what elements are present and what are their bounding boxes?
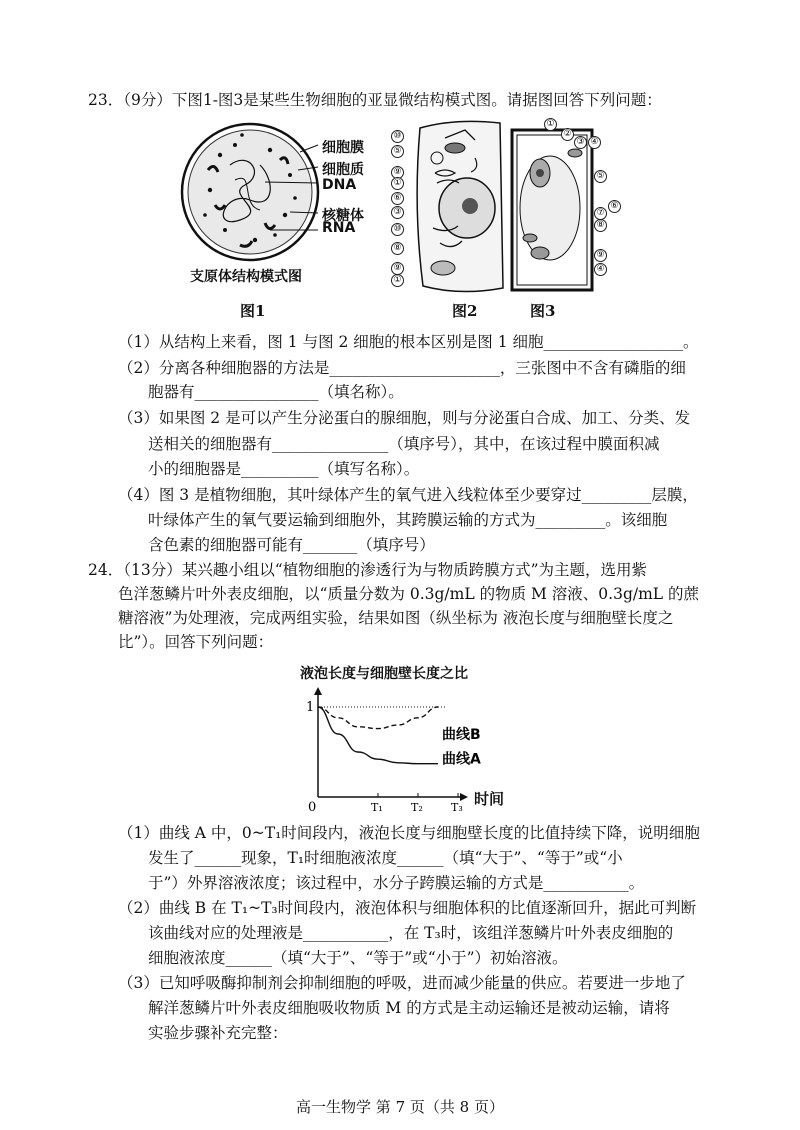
chart-title: 液泡长度与细胞壁长度之比 bbox=[300, 666, 468, 682]
fig3-title: 图3 bbox=[530, 302, 556, 320]
fig2-marker-10a: ⑩ bbox=[391, 130, 404, 143]
fig1-caption: 支原体结构模式图 bbox=[190, 269, 302, 285]
figure-2-animal-cell bbox=[385, 118, 510, 298]
fig3-marker-7: ⑦ bbox=[594, 207, 607, 220]
fig3-marker-2: ② bbox=[561, 128, 574, 141]
fig2-marker-8: ⑧ bbox=[391, 242, 404, 255]
fig2-marker-9b: ⑨ bbox=[391, 262, 404, 275]
q24-part3-a: （3）已知呼吸酶抑制剂会抑制细胞的呼吸，进而减少能量的供应。若要进一步地了 bbox=[118, 974, 686, 992]
q23-part4-c: 含色素的细胞器可能有_______（填序号） bbox=[148, 536, 435, 554]
fig2-title: 图2 bbox=[452, 302, 478, 320]
fig2-marker-6: ⑥ bbox=[391, 192, 404, 205]
fig1-label-rna: RNA bbox=[322, 220, 356, 236]
q23-header: 23．（9分）下图1-图3是某些生物细胞的亚显微结构模式图。请据图回答下列问题： bbox=[88, 91, 662, 109]
chart-xlabel: 时间 bbox=[474, 790, 505, 808]
chart-x-tick-1: T₁ bbox=[371, 801, 383, 814]
q23-part1: （1）从结构上来看，图 1 与图 2 细胞的根本区别是图 1 细胞__________________。 bbox=[118, 333, 699, 351]
q24-part1-a: （1）曲线 A 中，0~T₁时间段内，液泡长度与细胞壁长度的比值持续下降，说明细胞 bbox=[118, 824, 700, 842]
fig2-marker-3: ③ bbox=[391, 206, 404, 219]
q23-part3-b: 送相关的细胞器有_______________（填序号），其中，在该过程中膜面积减 bbox=[148, 435, 660, 453]
fig3-marker-4a: ④ bbox=[588, 136, 601, 149]
chart-x-tick-2: T₂ bbox=[411, 801, 423, 814]
fig3-marker-5: ⑤ bbox=[594, 170, 607, 183]
fig3-marker-9: ⑨ bbox=[594, 249, 607, 262]
chart-x-arrow bbox=[460, 793, 468, 801]
fig2-marker-5: ⑤ bbox=[391, 145, 404, 158]
q24-part1-c: 于”）外界溶液浓度；该过程中，水分子跨膜运输的方式是___________。 bbox=[148, 874, 645, 892]
fig3-marker-3: ③ bbox=[574, 136, 587, 149]
q24-part2-b: 该曲线对应的处理液是___________，在 T₃时，该组洋葱鳞片叶外表皮细胞的 bbox=[148, 924, 674, 942]
fig2-marker-9a: ⑨ bbox=[391, 166, 404, 179]
q24-part3-b: 解洋葱鳞片叶外表皮细胞吸收物质 M 的方式是主动运输还是被动运输，请将 bbox=[148, 999, 670, 1017]
q23-part3-a: （3）如果图 2 是可以产生分泌蛋白的腺细胞，则与分泌蛋白合成、加工、分类、发 bbox=[118, 409, 691, 427]
chart-y-tick-0: 1 bbox=[306, 700, 315, 715]
q24-intro-3: 比”）。回答下列问题： bbox=[118, 633, 274, 651]
q24-header: 24．（13分）某兴趣小组以“植物细胞的渗透行为与物质跨膜方式”为主题，选用紫 bbox=[88, 561, 648, 579]
fig3-marker-4b: ④ bbox=[594, 263, 607, 276]
q24-part2-c: 细胞液浓度______（填“大于”、“等于”或“小于”）初始溶液。 bbox=[148, 949, 568, 967]
q24-part2-a: （2）曲线 B 在 T₁~T₃时间段内，液泡体积与细胞体积的比值逐渐回升，据此可判断 bbox=[118, 899, 697, 917]
q23-part2-a: （2）分离各种细胞器的方法是______________________，三张图中不含有磷脂的细 bbox=[118, 359, 686, 377]
fig1-label-ribosome: 核糖体 bbox=[322, 208, 364, 224]
fig2-marker-1a: ① bbox=[391, 177, 404, 190]
fig2-marker-1b: ① bbox=[391, 274, 404, 287]
chart-series-line-b bbox=[318, 707, 438, 729]
chart-series-line-a bbox=[318, 707, 438, 764]
q23-part2-b: 胞器有________________（填名称）。 bbox=[148, 383, 404, 401]
q24-part3-c: 实验步骤补充完整： bbox=[148, 1024, 288, 1042]
q23-part3-c: 小的细胞器是__________（填写名称）。 bbox=[148, 460, 420, 478]
q23-part4-b: 叶绿体产生的氧气要运输到细胞外，其跨膜运输的方式为_________。该细胞 bbox=[148, 511, 668, 529]
fig1-title: 图1 bbox=[240, 302, 266, 320]
q24-intro-1: 色洋葱鳞片叶外表皮细胞，以“质量分数为 0.3g/mL 的物质 M 溶液、0.3g/mL 的蔗 bbox=[118, 585, 700, 603]
chart-x-tick-3: T₃ bbox=[451, 801, 463, 814]
chart-series-label-b: 曲线B bbox=[442, 727, 481, 743]
fig3-marker-8: ⑧ bbox=[594, 219, 607, 232]
fig1-label-dna: DNA bbox=[322, 177, 357, 193]
chart-y-arrow bbox=[314, 687, 322, 695]
fig3-marker-1: ① bbox=[544, 118, 557, 131]
chart-series-label-a: 曲线A bbox=[442, 751, 481, 768]
fig3-marker-6: ⑥ bbox=[608, 200, 621, 213]
fig1-label-membrane: 细胞膜 bbox=[322, 140, 364, 156]
q24-part1-b: 发生了______现象，T₁时细胞液浓度______（填“大于”、“等于”或“小 bbox=[148, 849, 623, 867]
page-footer: 高一生物学 第 7 页（共 8 页） bbox=[296, 1098, 504, 1116]
q24-intro-2: 糖溶液”为处理液，完成两组实验，结果如图（纵坐标为 液泡长度与细胞壁长度之 bbox=[118, 609, 674, 627]
q23-part4-a: （4）图 3 是植物细胞，其叶绿体产生的氧气进入线粒体至少要穿过_________层膜， bbox=[118, 486, 698, 504]
fig1-label-cytoplasm: 细胞质 bbox=[322, 162, 364, 178]
fig2-marker-10b: ⑩ bbox=[391, 223, 404, 236]
chart-x-tick-0: 0 bbox=[308, 800, 317, 815]
